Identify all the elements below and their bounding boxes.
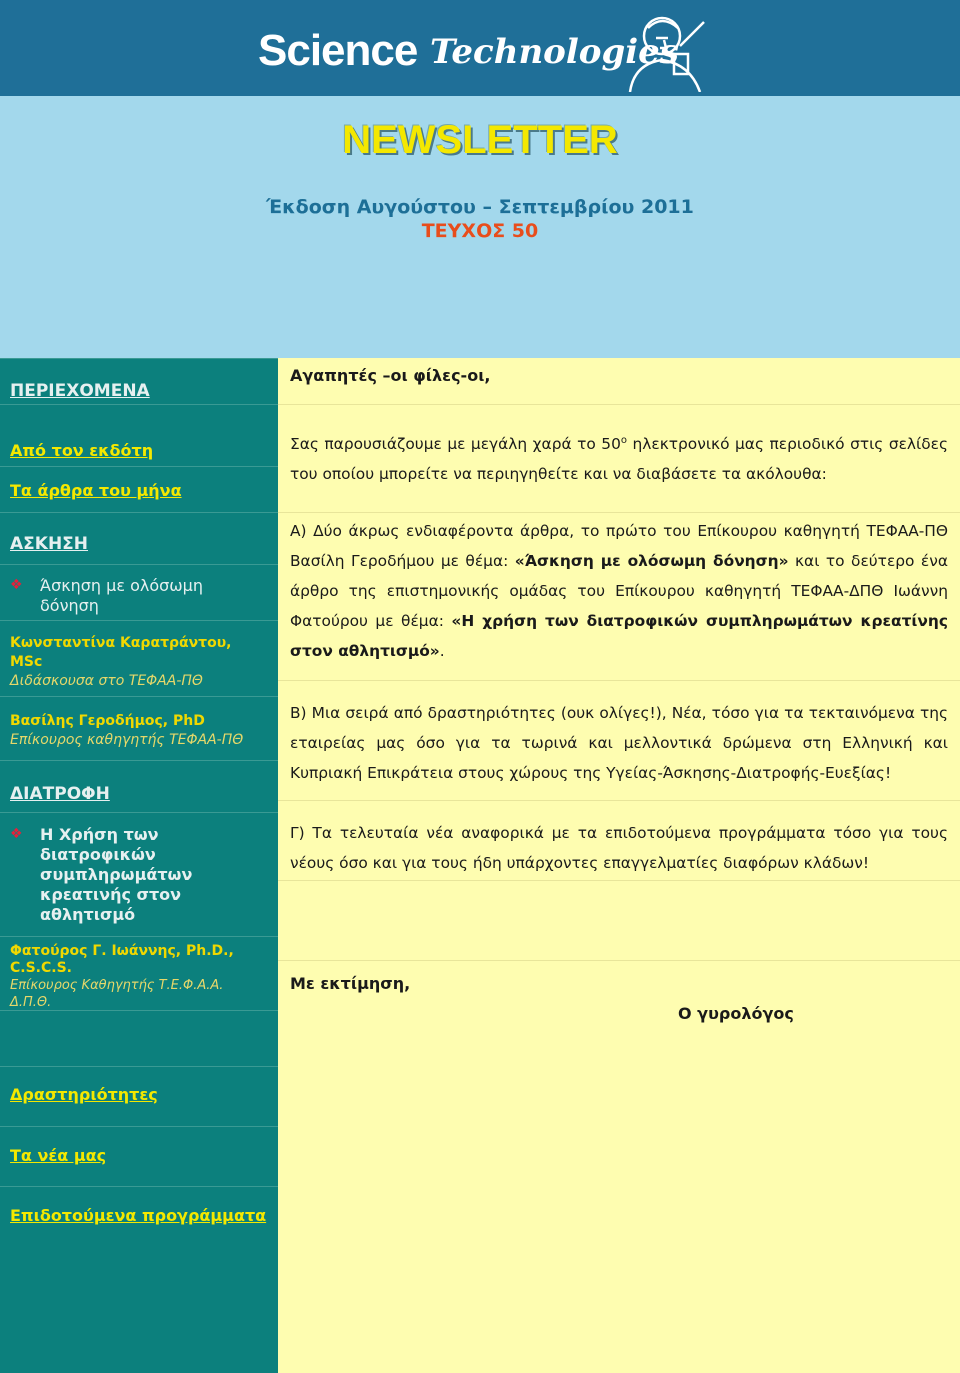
article1-title-line2[interactable]: δόνηση — [40, 596, 99, 615]
link-funded-programs[interactable]: Επιδοτούμενα προγράμματα — [10, 1206, 267, 1225]
logo-main-text: Science — [258, 26, 418, 75]
article2-role-line2: Δ.Π.Θ. — [10, 995, 52, 1010]
link-nutrition-section[interactable]: ΔΙΑΤΡΟΦΗ — [10, 784, 110, 804]
greeting: Αγαπητές –οι φίλες-οι, — [290, 366, 491, 385]
edition-date: Έκδοση Αυγούστου – Σεπτεμβρίου 2011 — [266, 196, 694, 218]
item-a-bold1: «Άσκηση με ολόσωμη δόνηση» — [514, 552, 789, 570]
article1-title-line1[interactable]: Άσκηση με ολόσωμη — [40, 576, 203, 595]
item-c-paragraph: Γ) Τα τελευταία νέα αναφορικά με τα επιδοτούμενα προγράμματα τόσο για τους νέους όσο και για τους ήδη υπάρχοντες επαγγελματίες διαφόρων κλάδων! — [290, 824, 948, 872]
article1-author1 — [10, 634, 232, 691]
issue-number: ΤΕΥΧΟΣ 50 — [421, 220, 539, 242]
intro-text-start: Σας παρουσιάζουμε με μεγάλη χαρά το 50 — [290, 435, 621, 454]
link-exercise-section[interactable]: ΑΣΚΗΣΗ — [10, 534, 89, 554]
newsletter-title: NEWSLETTER — [342, 118, 618, 162]
article1-author2 — [10, 712, 243, 750]
link-articles-of-month[interactable]: Τα άρθρα του μήνα — [10, 481, 182, 500]
article2-author-line2: C.S.C.S. — [10, 960, 72, 976]
contents-heading[interactable]: ΠΕΡΙΕΧΟΜΕΝΑ — [10, 381, 150, 401]
article1-author1-name-line2: MSc — [10, 654, 43, 670]
link-from-editor[interactable]: Από τον εκδότη — [10, 441, 154, 460]
article2-title-line5[interactable]: αθλητισμό — [40, 905, 136, 924]
regards: Με εκτίμηση, — [290, 974, 411, 993]
signature: Ο γυρολόγος — [678, 1004, 794, 1023]
article2-title-line1[interactable]: Η Χρήση των — [40, 825, 159, 844]
intro-paragraph — [290, 426, 948, 489]
article1-author2-role: Επίκουρος καθηγητής ΤΕΦΑΑ-ΠΘ — [10, 732, 244, 748]
article2-title-line3[interactable]: συμπληρωμάτων — [40, 865, 193, 884]
item-a-end: . — [439, 642, 445, 660]
diamond-bullet-icon: ❖ — [10, 826, 23, 842]
article2-author — [10, 943, 234, 1011]
item-a-text2: και το δεύτερο ένα άρθρο της επιστημονικής ομάδας του Επίκουρου καθηγητή ΤΕΦΑΑ-ΔΠΘ Ιωάννη Φατούρου με θέμα: — [290, 552, 948, 630]
article2-author-line1: Φατούρος Γ. Ιωάννης, Ph.D., — [10, 943, 234, 959]
article2-title-line4[interactable]: κρεατινής στον — [40, 885, 182, 904]
intro-text-end: ηλεκτρονικό μας περιοδικό στις σελίδες του οποίου μπορείτε να περιηγηθείτε και να διαβάσετε τα ακόλουθα: — [290, 435, 948, 484]
item-a-paragraph — [290, 516, 948, 666]
item-a-bold2: «Η χρήση των διατροφικών συμπληρωμάτων κρεατίνης στον αθλητισμό» — [290, 612, 948, 660]
banner — [0, 0, 960, 96]
link-activities[interactable]: Δραστηριότητες — [10, 1085, 158, 1104]
article1-author1-name-line1: Κωνσταντίνα Καρατράντου, — [10, 635, 232, 651]
article2-title-line2[interactable]: διατροφικών — [40, 845, 156, 864]
diamond-bullet-icon: ❖ — [10, 577, 23, 593]
logo-script-text: Technologies — [430, 32, 679, 72]
intro-superscript: ο — [620, 435, 628, 446]
newsletter-header — [0, 96, 960, 358]
item-a-text1: Α) Δύο άκρως ενδιαφέροντα άρθρα, το πρώτο του Επίκουρου καθηγητή ΤΕΦΑΑ-ΠΘ Βασίλη Γεροδήμου με θέμα: — [290, 522, 948, 570]
link-news[interactable]: Τα νέα μας — [10, 1146, 107, 1165]
scientist-logo-icon — [620, 6, 710, 92]
article2-role-line1: Επίκουρος Καθηγητής Τ.Ε.Φ.Α.Α. — [10, 978, 224, 993]
article1-author1-role: Διδάσκουσα στο ΤΕΦΑΑ-ΠΘ — [10, 673, 203, 689]
article1-author2-name: Βασίλης Γεροδήμος, PhD — [10, 713, 205, 729]
item-b-paragraph: Β) Μια σειρά από δραστηριότητες (ουκ ολίγες!), Νέα, τόσο για τα τεκταινόμενα της εταιρείας μας όσο για τα τωρινά και μελλοντικά δρώμενα στη Ελληνική και Κυπριακή Επικράτεια στους χώρους της Υγείας-Άσκησης-Διατροφής-Ευεξίας! — [290, 704, 948, 782]
